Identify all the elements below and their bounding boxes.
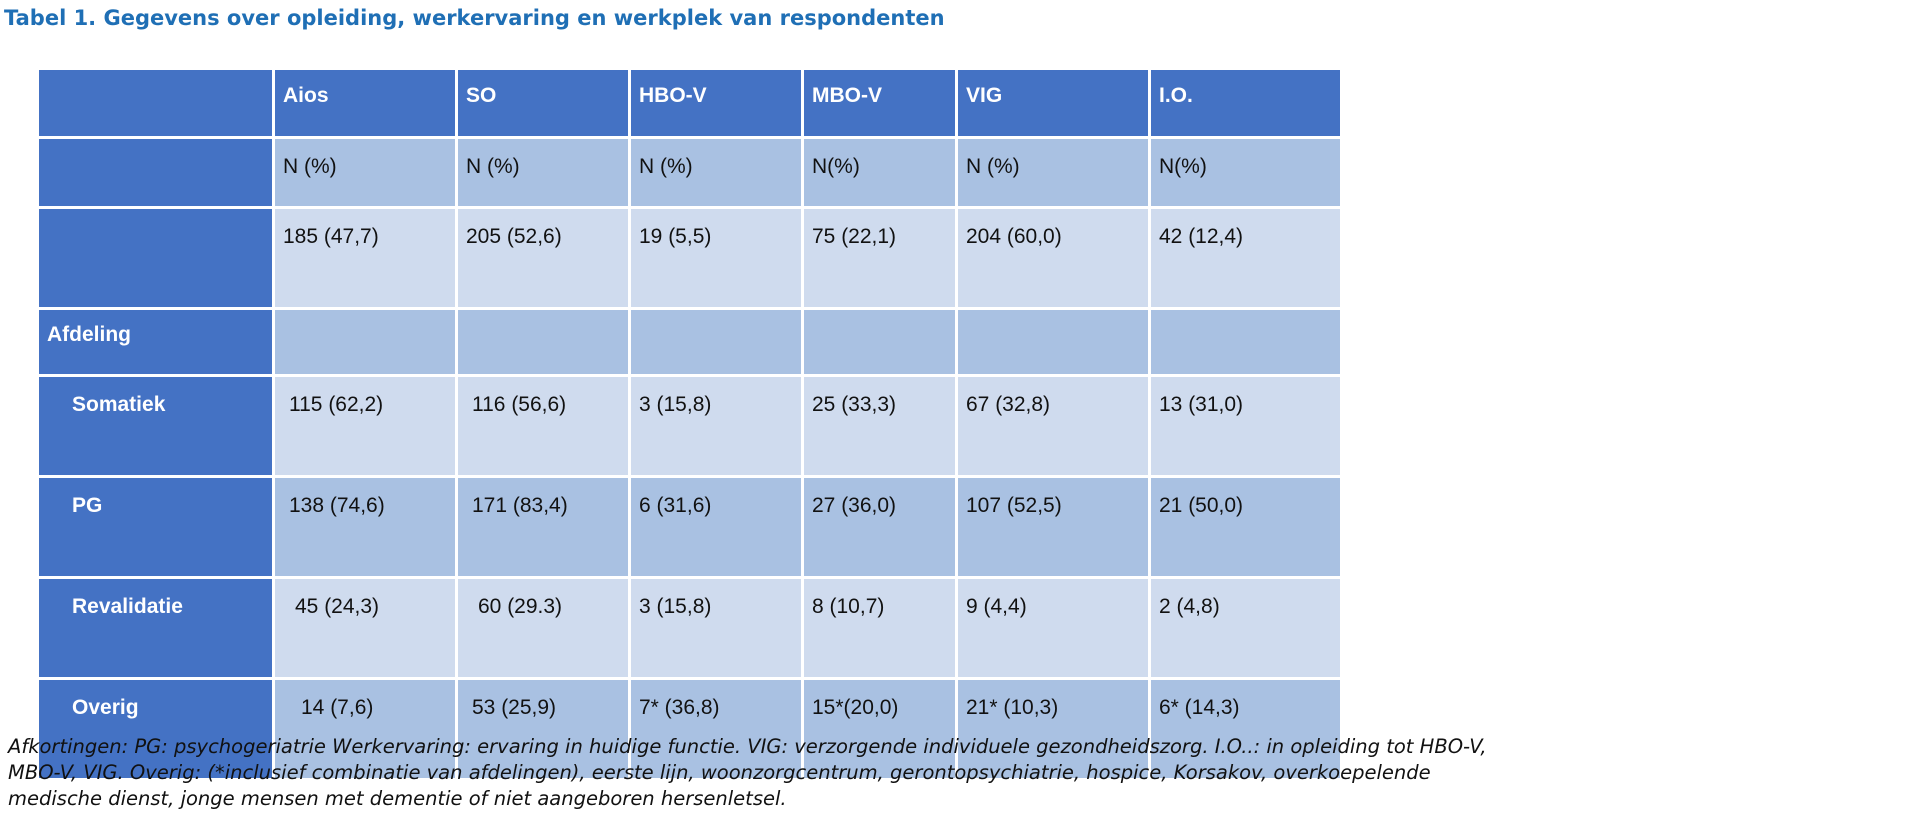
row-label: PG	[38, 477, 274, 578]
table-title: Tabel 1. Gegevens over opleiding, werkervaring en werkplek van respondenten	[4, 6, 945, 30]
subheader-cell: N(%)	[803, 138, 957, 208]
table-cell: 185 (47,7)	[274, 208, 457, 309]
table-cell: 116 (56,6)	[457, 376, 630, 477]
table-cell: 7* (36,8)	[630, 679, 803, 780]
table-cell: 107 (52,5)	[957, 477, 1150, 578]
table-cell: 115 (62,2)	[274, 376, 457, 477]
table-cell: 45 (24,3)	[274, 578, 457, 679]
header-corner	[38, 69, 274, 138]
table-cell: 2 (4,8)	[1150, 578, 1342, 679]
table-cell: 205 (52,6)	[457, 208, 630, 309]
table-cell: 75 (22,1)	[803, 208, 957, 309]
table-row-revalidatie	[38, 578, 1342, 679]
table-cell: 42 (12,4)	[1150, 208, 1342, 309]
row-label: Somatiek	[38, 376, 274, 477]
column-header-io: I.O.	[1150, 69, 1342, 138]
table-cell	[803, 309, 957, 376]
respondents-table	[36, 67, 1343, 781]
section-row	[38, 309, 1342, 376]
footnote	[8, 734, 1913, 812]
table-cell: 27 (36,0)	[803, 477, 957, 578]
table-cell: 25 (33,3)	[803, 376, 957, 477]
table-cell: 6* (14,3)	[1150, 679, 1342, 780]
table-cell: 53 (25,9)	[457, 679, 630, 780]
table-cell: 21 (50,0)	[1150, 477, 1342, 578]
subheader-cell: N(%)	[1150, 138, 1342, 208]
section-label-afdeling: Afdeling	[38, 309, 274, 376]
totals-label	[38, 208, 274, 309]
subheader-row	[38, 138, 1342, 208]
table-cell: 60 (29.3)	[457, 578, 630, 679]
table-cell: 3 (15,8)	[630, 376, 803, 477]
subheader-cell: N (%)	[957, 138, 1150, 208]
table-cell: 204 (60,0)	[957, 208, 1150, 309]
footnote-line: MBO-V, VIG. Overig: (*inclusief combinatie van afdelingen), eerste lijn, woonzorgcentrum, gerontopsychiatrie, hospice, Korsakov, overkoepelende	[8, 761, 1431, 784]
column-header-mbo-v: MBO-V	[803, 69, 957, 138]
subheader-cell: N (%)	[457, 138, 630, 208]
subheader-label	[38, 138, 274, 208]
table-cell: 13 (31,0)	[1150, 376, 1342, 477]
column-header-hbo-v: HBO-V	[630, 69, 803, 138]
table-row-pg	[38, 477, 1342, 578]
table-cell: 138 (74,6)	[274, 477, 457, 578]
header-row	[38, 69, 1342, 138]
footnote-line: medische dienst, jonge mensen met dementie of niet aangeboren hersenletsel.	[8, 787, 787, 810]
totals-row	[38, 208, 1342, 309]
table-cell: 15*(20,0)	[803, 679, 957, 780]
table-cell: 171 (83,4)	[457, 477, 630, 578]
table-cell	[457, 309, 630, 376]
table-row-somatiek	[38, 376, 1342, 477]
column-header-so: SO	[457, 69, 630, 138]
table-cell: 9 (4,4)	[957, 578, 1150, 679]
table-cell: 67 (32,8)	[957, 376, 1150, 477]
table-cell: 8 (10,7)	[803, 578, 957, 679]
table-cell: 19 (5,5)	[630, 208, 803, 309]
table-cell	[957, 309, 1150, 376]
table-cell	[630, 309, 803, 376]
table-cell: 6 (31,6)	[630, 477, 803, 578]
column-header-vig: VIG	[957, 69, 1150, 138]
footnote-line: Afkortingen: PG: psychogeriatrie Werkervaring: ervaring in huidige functie. VIG: verzorgende individuele gezondheidszorg. I.O..: in opleiding tot HBO-V,	[8, 735, 1487, 758]
subheader-cell: N (%)	[630, 138, 803, 208]
row-label: Revalidatie	[38, 578, 274, 679]
table-cell	[274, 309, 457, 376]
table-cell: 21* (10,3)	[957, 679, 1150, 780]
row-label: Overig	[38, 679, 274, 780]
table-cell: 3 (15,8)	[630, 578, 803, 679]
table-cell: 14 (7,6)	[274, 679, 457, 780]
table-cell	[1150, 309, 1342, 376]
subheader-cell: N (%)	[274, 138, 457, 208]
column-header-aios: Aios	[274, 69, 457, 138]
